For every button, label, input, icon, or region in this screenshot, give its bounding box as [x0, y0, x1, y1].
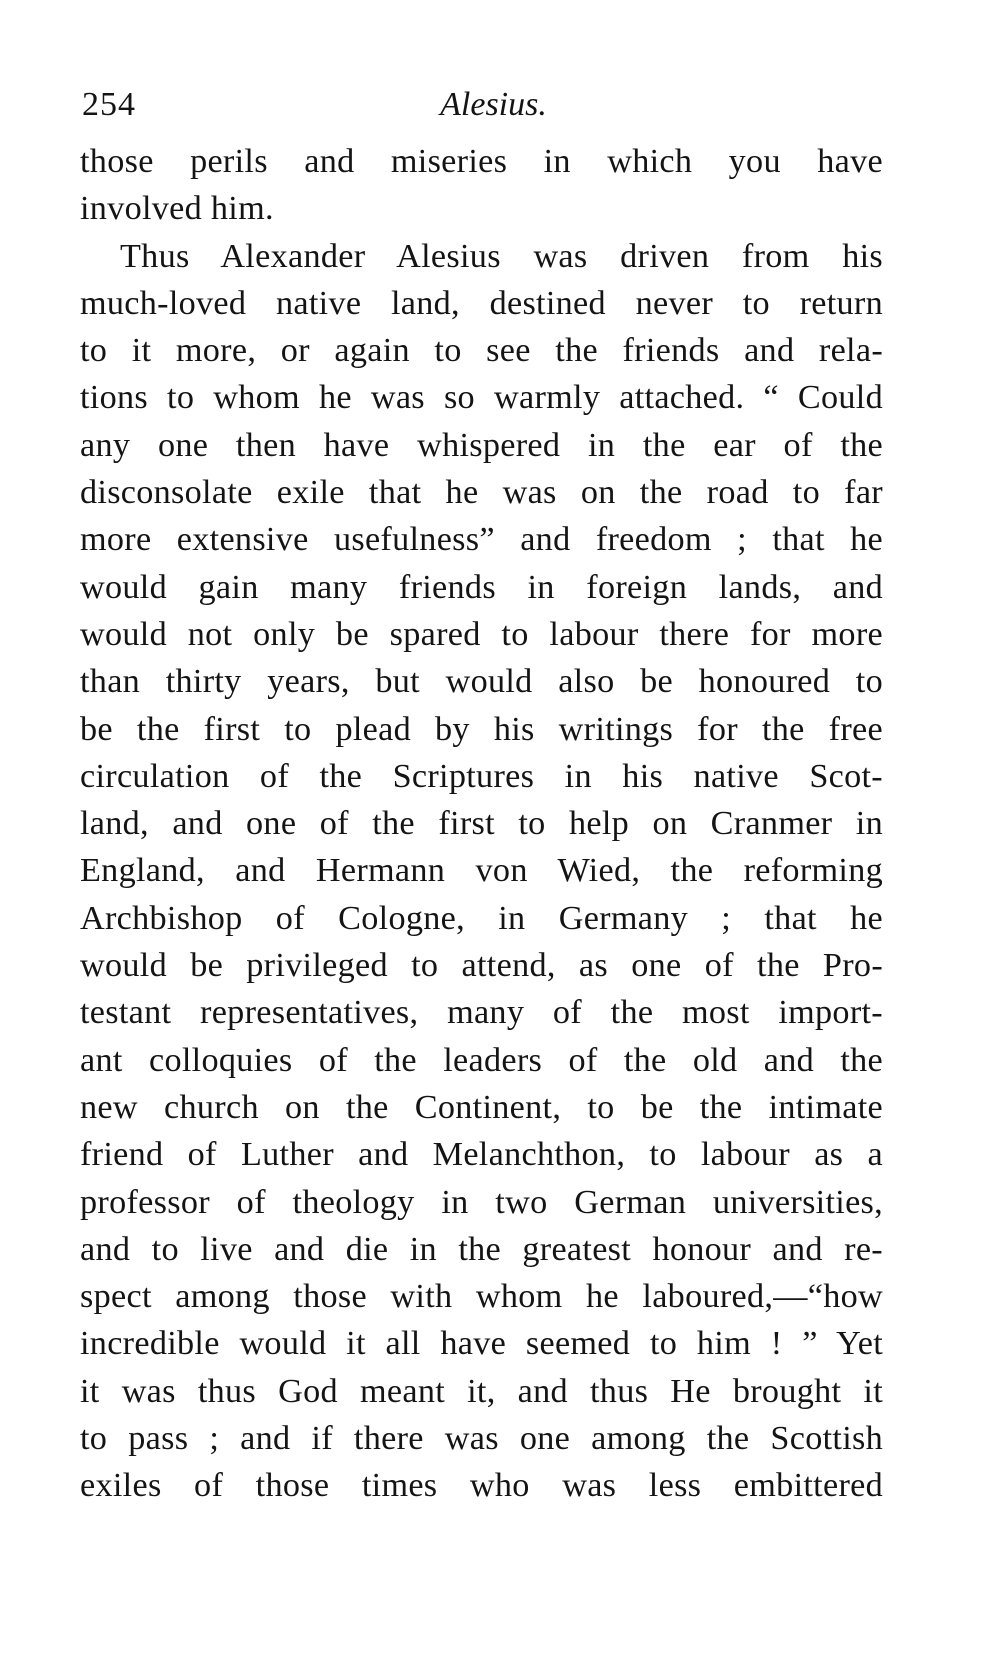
text-line: tions to whom he was so warmly attached. “ Could	[80, 379, 883, 417]
body-text	[80, 138, 883, 1510]
text-line: to pass ; and if there was one among the Scottish	[80, 1420, 883, 1458]
text-line: incredible would it all have seemed to him ! ” Yet	[80, 1325, 883, 1363]
text-line: England, and Hermann von Wied, the reforming	[80, 852, 883, 890]
book-page	[80, 82, 883, 1510]
text-line: Thus Alexander Alesius was driven from his	[120, 237, 883, 275]
text-line: it was thus God meant it, and thus He brought it	[80, 1372, 883, 1410]
text-line: new church on the Continent, to be the intimate	[80, 1088, 883, 1126]
text-line: Archbishop of Cologne, in Germany ; that he	[80, 899, 883, 937]
text-line: to it more, or again to see the friends and rela-	[80, 332, 883, 370]
text-line: friend of Luther and Melanchthon, to labour as a	[80, 1136, 883, 1174]
text-line: professor of theology in two German universities,	[80, 1183, 883, 1221]
text-line: those perils and miseries in which you have	[80, 143, 883, 180]
text-line: spect among those with whom he laboured,—“how	[80, 1278, 883, 1316]
text-line: much-loved native land, destined never to return	[80, 284, 883, 322]
text-line: ant colloquies of the leaders of the old and the	[80, 1041, 883, 1079]
text-line: would not only be spared to labour there for more	[80, 615, 883, 653]
text-line: would gain many friends in foreign lands, and	[80, 568, 883, 606]
text-line: would be privileged to attend, as one of the Pro-	[80, 947, 883, 985]
text-line: any one then have whispered in the ear of the	[80, 426, 883, 464]
text-line: and to live and die in the greatest honour and re-	[80, 1230, 883, 1268]
text-line: be the first to plead by his writings for the free	[80, 710, 883, 748]
text-line: disconsolate exile that he was on the road to far	[80, 474, 883, 512]
text-line: more extensive usefulness” and freedom ; that he	[80, 521, 883, 559]
text-line: testant representatives, many of the most import-	[80, 994, 883, 1032]
text-line: than thirty years, but would also be honoured to	[80, 663, 883, 701]
running-title: Alesius.	[440, 86, 547, 123]
text-line: circulation of the Scriptures in his native Scot-	[80, 757, 883, 795]
text-line: exiles of those times who was less embittered	[80, 1467, 883, 1505]
text-line: land, and one of the first to help on Cranmer in	[80, 805, 883, 843]
page-number: 254	[82, 86, 136, 123]
running-head	[80, 82, 883, 138]
text-line: involved him.	[80, 190, 274, 228]
